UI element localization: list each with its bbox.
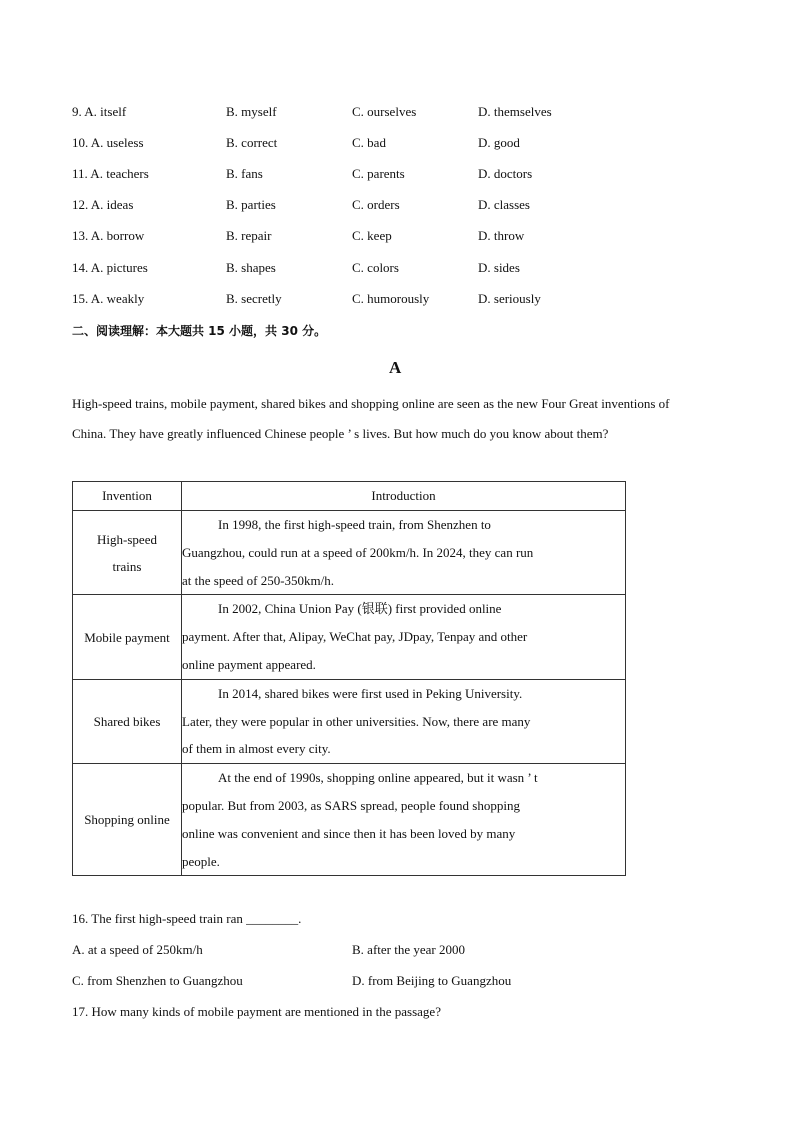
option-c: C. bad	[352, 135, 386, 150]
section-heading: 二、阅读理解：本大题共 15 小题，共 30 分。	[72, 324, 327, 338]
option-a: 13. A. borrow	[72, 228, 145, 243]
option-row-14	[0, 260, 794, 278]
option-a: 9. A. itself	[72, 104, 127, 119]
option-row-9	[0, 104, 794, 122]
invention-name: Shopping online	[73, 764, 182, 876]
option-row-12	[0, 197, 794, 215]
option-row-10	[0, 135, 794, 153]
question-17: 17. How many kinds of mobile payment are mentioned in the passage?	[72, 1004, 441, 1019]
table-header-row	[73, 482, 626, 511]
option-row-13	[0, 228, 794, 246]
option-b: B. secretly	[226, 291, 282, 306]
invention-name: Mobile payment	[73, 595, 182, 679]
passage-intro-line-1: High-speed trains, mobile payment, shared bikes and shopping online are seen as the new Four Great inventions of	[72, 396, 670, 411]
option-a: 12. A. ideas	[72, 197, 134, 212]
invention-introduction: In 2014, shared bikes were first used in Peking University. Later, they were popular in other universities. Now, there are many of them in almost every city.	[182, 679, 626, 763]
option-d: D. throw	[478, 228, 525, 243]
option-d: D. good	[478, 135, 520, 150]
header-introduction: Introduction	[182, 482, 626, 511]
option-c: C. parents	[352, 166, 405, 181]
question-16: 16. The first high-speed train ran ________.	[72, 911, 302, 926]
table-row	[73, 511, 626, 595]
option-d: D. sides	[478, 260, 520, 275]
option-a: 10. A. useless	[72, 135, 144, 150]
invention-introduction: At the end of 1990s, shopping online appeared, but it wasn ’ t popular. But from 2003, as SARS spread, people found shopping online was convenient and since then it has been loved by many people.	[182, 764, 626, 876]
option-c: C. ourselves	[352, 104, 417, 119]
inventions-table	[72, 481, 626, 876]
table-row	[73, 679, 626, 763]
question-16-option-a: A. at a speed of 250km/h	[72, 942, 203, 957]
option-b: B. myself	[226, 104, 277, 119]
question-16-option-b: B. after the year 2000	[352, 942, 465, 957]
option-d: D. doctors	[478, 166, 533, 181]
option-c: C. orders	[352, 197, 400, 212]
invention-introduction: In 2002, China Union Pay (银联) first provided online payment. After that, Alipay, WeChat pay, JDpay, Tenpay and other online payment appeared.	[182, 595, 626, 679]
header-invention: Invention	[73, 482, 182, 511]
invention-introduction: In 1998, the first high-speed train, from Shenzhen to Guangzhou, could run at a speed of 200km/h. In 2024, they can run at the speed of 250-350km/h.	[182, 511, 626, 595]
option-row-15	[0, 291, 794, 309]
option-c: C. humorously	[352, 291, 430, 306]
table-row	[73, 764, 626, 876]
option-c: C. keep	[352, 228, 392, 243]
option-d: D. seriously	[478, 291, 541, 306]
option-c: C. colors	[352, 260, 399, 275]
option-b: B. repair	[226, 228, 272, 243]
invention-name: High-speed trains	[73, 511, 182, 595]
option-b: B. fans	[226, 166, 263, 181]
passage-intro-line-2: China. They have greatly influenced Chinese people ’ s lives. But how much do you know about them?	[72, 426, 609, 441]
table-row	[73, 595, 626, 679]
option-a: 11. A. teachers	[72, 166, 149, 181]
option-b: B. parties	[226, 197, 276, 212]
option-d: D. classes	[478, 197, 530, 212]
option-row-11	[0, 166, 794, 184]
option-b: B. correct	[226, 135, 278, 150]
option-b: B. shapes	[226, 260, 276, 275]
question-16-option-c: C. from Shenzhen to Guangzhou	[72, 973, 243, 988]
passage-title: A	[389, 358, 402, 377]
option-a: 15. A. weakly	[72, 291, 145, 306]
question-16-option-d: D. from Beijing to Guangzhou	[352, 973, 512, 988]
invention-name: Shared bikes	[73, 679, 182, 763]
option-d: D. themselves	[478, 104, 552, 119]
option-a: 14. A. pictures	[72, 260, 148, 275]
